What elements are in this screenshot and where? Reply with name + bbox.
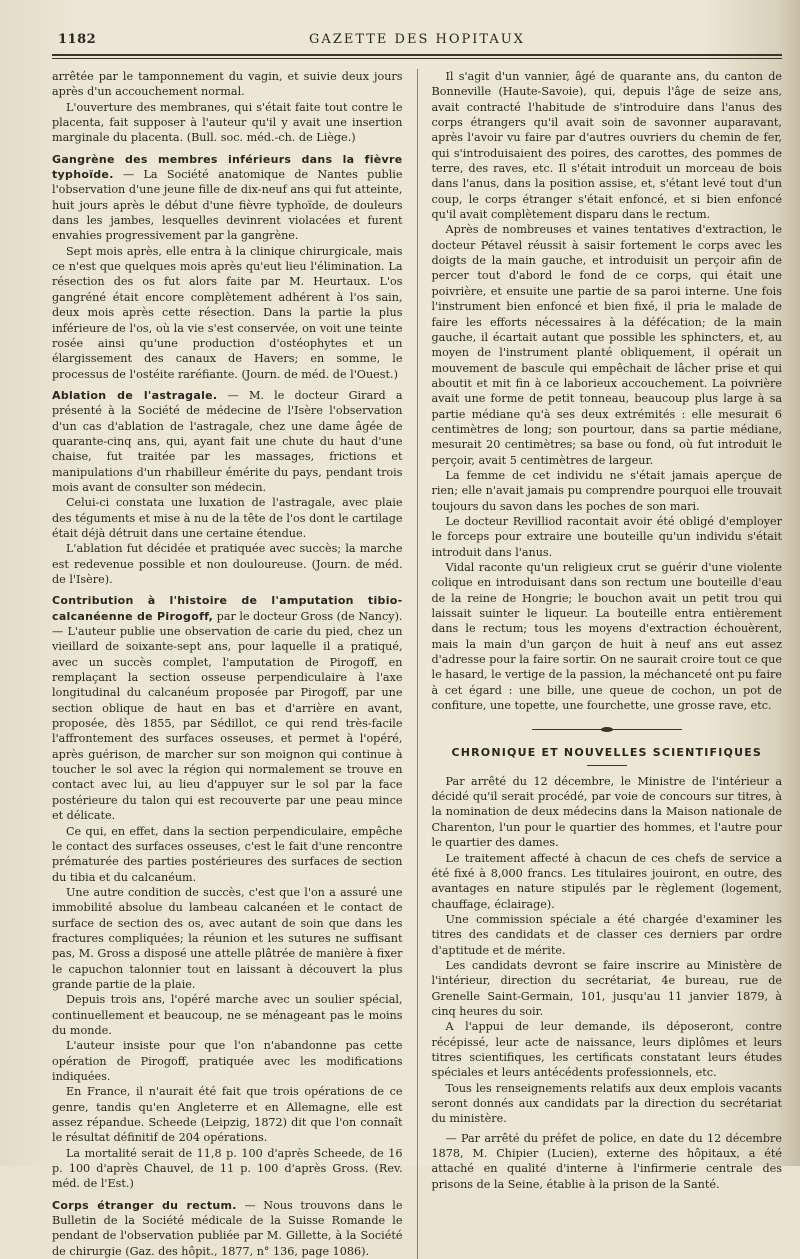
right-column [432,69,783,1259]
paragraph: La mortalité serait de 11,8 p. 100 d'après Scheede, de 16 p. 100 d'après Chauvel, de 11 p. 100 d'après Gross. (Rev. méd. de l'Est.) [52,1146,403,1191]
paragraph: arrêtée par le tamponnement du vagin, et suivie deux jours après d'un accouchement normal. [52,70,403,99]
page-number: 1182 [58,32,97,47]
paragraph: Sept mois après, elle entra à la clinique chirurgicale, mais ce n'est que quelques mois après qu'eut lieu l'élimination. La résection des os fut alors faite par M. Heurtaux. L'os gangréné était encore complètement adhérent à l'os sain, deux mois après cette résection. Dans la partie la plus inférieure de l'os, où la vie s'est conservée, on voit une teinte rosée ainsi qu'une production d'ostéophytes et un élargissement des canaux de Havers; en somme, le processus de l'ostéite raréfiante. (Journ. de méd. de l'Ouest.) [52,244,403,381]
left-column: arrêtée par le tamponnement du vagin, et suivie deux jours après d'un accouchement normal. L'ouverture des membranes, qui s'était faite tout contre le placenta, fait supposer à l'auteur qu'il y avait une insertion marginale du placenta. (Bull. soc. méd.-ch. de Liège.) Gangrène des membres inférieurs dans la fièvre typhoïde. — La Société anatomique de Nantes publie l'observation d'une jeune fille de dix-neuf ans qui fut atteinte, huit jours après le début d'une fièvre typhoïde, de douleurs dans les jambes, lesquelles devinrent violacées et furent envahies progressivement par la gangrène. Sept mois après, elle entra à la clinique chirurgicale, mais ce n'est que quelques mois après qu'eut lieu l'élimination. La résection des os fut alors faite par M. Heurtaux. L'os gangréné était encore complètement adhérent à l'os sain, deux mois après cette résection. Dans la partie la plus inférieure de l'os, où la vie s'est conservée, on voit une teinte rosée ainsi qu'une production d'ostéophytes et un élargissement des canaux de Havers; en somme, le processus de l'ostéite raréfiante. (Journ. de méd. de l'Ouest.) Ablation de l'astragale. — M. le docteur Girard a présenté à la Société de médecine de l'Isère l'observation d'un cas d'ablation de l'astragale, chez une dame âgée de quarante-cinq ans, qui, ayant fait une chute du haut d'une chaise, fut traitée par les massages, frictions et manipulations d'un rhabilleur émérite du pays, pendant trois mois avant de consulter son médecin. Celui-ci constata une luxation de l'astragale, avec plaie des téguments et mise à nu de la tête de l'os dont le cartilage était déjà détruit dans une certaine étendue. L'ablation fut décidée et pratiquée avec succès; la marche est redevenue possible et non douloureuse. (Journ. de méd. de l'Isère). Contribution à l'histoire de l'amputation tibio-calcanéenne de Pirogoff, par le docteur Gross (de Nancy). — L'auteur publie une observation de carie du pied, chez un vieillard de soixante-sept ans, pour laquelle il a pratiqué, avec un succès complet, l'amputation de Pirogoff, en remplaçant la section osseuse perpendiculaire à l'axe longitudinal du calcanéum proposée par Pirogoff, par une section oblique de haut en bas et d'arrière en avant, proposée, dès 1855, par Sédillot, ce qui rend très-facile l'affrontement des surfaces osseuses, et permet à l'opéré, après guérison, de marcher sur son moignon qui continue à toucher le sol avec la région qui normalement se trouve en contact avec lui, au lieu d'appuyer sur le sol par la face postérieure du talon qui est recouverte par une peau mince et délicate. Ce qui, en effet, dans la section perpendiculaire, empêche le contact des surfaces osseuses, c'est le fait d'une rencontre prématurée des parties postérieures des surfaces de section du tibia et du calcanéum. Une autre condition de succès, c'est que l'on a assuré une immobilité absolue du lambeau calcanéen et le contact de surface de section des os, avec autant de soin que dans les fractures compliquées; la réunion et les sutures ne suffisant pas, M. Gross a disposé une attelle plâtrée de manière à fixer le capuchon talonnier tout en laissant à découvert la plus grande partie de la plaie. Depuis trois ans, l'opéré marche avec un soulier spécial, continuellement et beaucoup, ne se ménageant pas le moins du monde. L'auteur insiste pour que l'on n'abandonne pas cette opération de Pirogoff, pratiquée avec les modifications indiquées. En France, il n'aurait été fait que trois opérations de ce genre, tandis qu'en Angleterre et en Allemagne, elle est assez répandue. Scheede (Leipzig, 1872) dit que l'on connaît le résultat définitif de 204 opérations. La mortalité serait de 11,8 p. 100 d'après Scheede, de 16 p. 100 d'après Chauvel, de 11 p. 100 d'après Gross. (Rev. méd. de l'Est.) Corps étranger du rectum. — Nous trouvons dans le Bulletin de la Société médicale de la Suisse Romande le pendant de l'observation publiée par M. Gillette, à la Société de chirurgie (Gaz. des hôpit., 1877, n° 136, page 1086). [52,70,403,1258]
paragraph: En France, il n'aurait été fait que trois opérations de ce genre, tandis qu'en Angleterre et en Allemagne, elle est assez répandue. Scheede (Leipzig, 1872) dit que l'on connaît le résultat définitif de 204 opérations. [52,1085,403,1145]
section-title: CHRONIQUE ET NOUVELLES SCIENTIFIQUES [451,746,763,760]
header-rule [52,54,782,56]
paragraph: Le traitement affecté à chacun de ces chefs de service a été fixé à 8,000 francs. Les titulaires jouiront, en outre, des avantages en nature stipulés par le règlement (logement, chauffage, éclairage). [431,851,782,911]
paragraph: L'ablation fut décidée et pratiquée avec succès; la marche est redevenue possible et non douloureuse. (Journ. de méd. de l'Isère). [52,542,403,586]
header-rule-thin [52,58,782,59]
columns [52,69,782,1259]
paragraph: Tous les renseignements relatifs aux deux emplois vacants seront donnés aux candidats par la direction du secrétariat du ministère. [431,1081,782,1126]
paragraph: Les candidats devront se faire inscrire au Ministère de l'intérieur, direction du secrétariat, 4e bureau, rue de Grenelle Saint-Germain, 101, jusqu'au 11 janvier 1879, à cinq heures du soir. [431,958,782,1018]
column-divider [417,69,418,1259]
paragraph: L'auteur insiste pour que l'on n'abandonne pas cette opération de Pirogoff, pratiquée avec les modifications indiquées. [52,1039,403,1083]
article-heading: Ablation de l'astragale. [52,388,218,402]
paragraph: Depuis trois ans, l'opéré marche avec un soulier spécial, continuellement et beaucoup, ne se ménageant pas le moins du monde. [52,993,403,1037]
paragraph: Par arrêté du 12 décembre, le Ministre de l'intérieur a décidé qu'il serait procédé, par voie de concours sur titres, à la nomination de deux médecins dans la Maison nationale de Charenton, l'un pour le quartier des hommes, et l'autre pour le quartier des dames. [431,774,782,850]
paragraph: Après de nombreuses et vaines tentatives d'extraction, le docteur Pétavel réussit à saisir fortement le corps avec les doigts de la main gauche, et introduisit un perçoir afin de percer tout d'abord le fond de ce corps, qui était une poivrière, et ensuite une partie de sa paroi interne. Une fois l'instrument bien enfoncé et bien fixé, il pria le malade de faire les efforts nécessaires à la défécation; de la main gauche, il écartait autant que possible les sphincters, et, au moyen de l'instrument planté obliquement, il opérait un mouvement de bascule qui empêchait de lâcher prise et qui aboutit et mit fin à ce laborieux accouchement. La poivrière avait une forme de petit tonneau, beaucoup plus large à sa partie médiane qu'à ses deux extrémités : elle mesurait 6 centimètres de long; son pourtour, dans sa partie médiane, mesurait 20 centimètres; sa base ou fond, où fut introduit le perçoir, avait 5 centimètres de largeur. [431,223,782,467]
paragraph: Une commission spéciale a été chargée d'examiner les titres des candidats et de classer ces derniers par ordre d'aptitude et de mérite. [431,912,782,957]
paragraph: Celui-ci constata une luxation de l'astragale, avec plaie des téguments et mise à nu de la tête de l'os dont le cartilage était déjà détruit dans une certaine étendue. [52,496,403,540]
section-rule [587,765,627,766]
article-heading: Gangrène des membres inférieurs dans la fièvre typhoïde. [52,152,403,182]
paragraph: Une autre condition de succès, c'est que l'on a assuré une immobilité absolue du lambeau calcanéen et le contact de surface de section des os, avec autant de soin que dans les fractures compliquées; la réunion et les sutures ne suffisant pas, M. Gross a disposé une attelle plâtrée de manière à fixer le capuchon talonnier tout en laissant à découvert la plus grande partie de la plaie. [52,885,403,991]
masthead [52,24,782,50]
paragraph: La femme de cet individu ne s'était jamais aperçue de rien; elle n'avait jamais pu comprendre pourquoi elle trouvait toujours du savon dans les poches de son mari. [431,468,782,513]
ornamental-rule [532,727,682,733]
article-heading: Corps étranger du rectum. [52,1198,237,1212]
paragraph: Vidal raconte qu'un religieux crut se guérir d'une violente colique en introduisant dans son rectum une bouteille d'eau de la reine de Hongrie; le bouchon avait un petit trou qui laissait suinter le liqueur. La bouteille entra entièrement dans le rectum; tous les moyens d'extraction échouèrent, mais la main d'un garçon de huit à neuf ans eut assez d'adresse pour la faire sortir. On ne saurait croire tout ce que le hasard, le vertige de la passion, la méchanceté ont pu faire à cet égard : une bille, une queue de cochon, un pot de confiture, une topette, une fourchette, une grosse rave, etc. [431,561,782,713]
paragraph: Le docteur Revilliod racontait avoir été obligé d'employer le forceps pour extraire une bouteille qu'un individu s'était introduit dans l'anus. [431,514,782,559]
article-heading: Contribution à l'histoire de l'amputation tibio-calcanéenne de Pirogoff, [52,594,403,623]
paragraph: L'ouverture des membranes, qui s'était faite tout contre le placenta, fait supposer à l'auteur qu'il y avait une insertion marginale du placenta. (Bull. soc. méd.-ch. de Liège.) [52,100,403,145]
paragraph: Il s'agit d'un vannier, âgé de quarante ans, du canton de Bonneville (Haute-Savoie), qui, depuis l'âge de seize ans, avait contracté l'habitude de s'introduire dans l'anus des corps étrangers qu'il avait soin de savonner auparavant, après l'avoir vu faire par d'autres ouvriers du chemin de fer, qui s'introduisaient des poires, des carottes, des pommes de terre, des raves, etc. Il s'était introduit un morceau de bois dans l'anus, dans la position assise, et, s'étant levé tout d'un coup, le corps étranger s'était enfoncé, et si bien enfoncé qu'il avait complètement disparu dans le rectum. [431,70,782,222]
running-title: GAZETTE DES HOPITAUX [309,32,525,47]
paragraph: Ce qui, en effet, dans la section perpendiculaire, empêche le contact des surfaces osseuses, c'est le fait d'une rencontre prématurée des parties postérieures des surfaces de section du tibia et du calcanéum. [52,824,403,884]
paragraph: — Par arrêté du préfet de police, en date du 12 décembre 1878, M. Chipier (Lucien), externe des hôpitaux, a été attaché en qualité d'interne à l'infirmerie centrale des prisons de la Seine, établie à la prison de la Santé. [431,1131,782,1191]
paragraph: A l'appui de leur demande, ils déposeront, contre récépissé, leur acte de naissance, leurs diplômes et leurs titres scientifiques, les certificats constatant leurs études spéciales et leurs antécédents professionnels, etc. [431,1020,782,1080]
